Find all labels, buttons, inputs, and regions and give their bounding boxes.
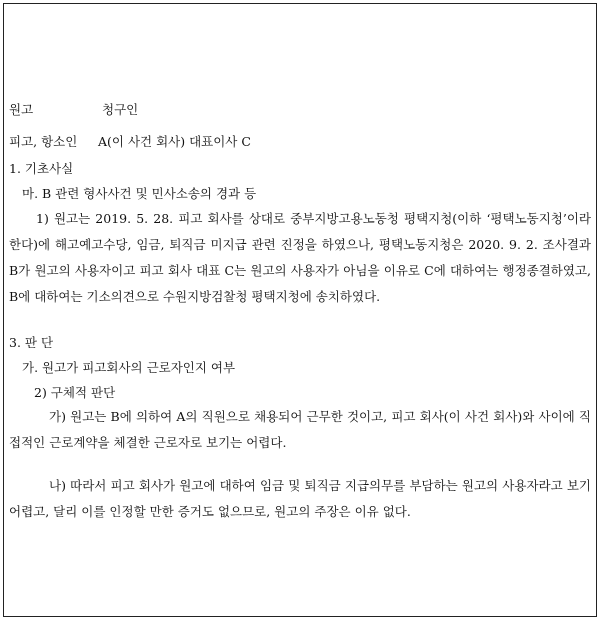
paragraph-ga: 가) 원고는 B에 의하여 A의 직원으로 채용되어 근무한 것이고, 피고 회사(이 사건 회사)와 사이에 직접적인 근로계약을 체결한 근로자로 보기는 어렵다. [9, 409, 591, 450]
section-3-subheading: 가. 원고가 피고회사의 근로자인지 여부 [22, 360, 236, 375]
section-3-heading: 3. 판 단 [9, 335, 54, 350]
plaintiff-label: 원고 [9, 102, 34, 117]
section-1-subheading: 마. B 관련 형사사건 및 민사소송의 경과 등 [22, 186, 257, 201]
defendant-value: A(이 사건 회사) 대표이사 C [98, 134, 251, 149]
defendant-label: 피고, 항소인 [9, 134, 78, 149]
plaintiff-role: 청구인 [102, 102, 139, 117]
section-1-paragraph: 1) 원고는 2019. 5. 28. 피고 회사를 상대로 중부지방고용노동청 평택지청(이하 ‘평택노동지청’이라 한다)에 해고예고수당, 임금, 퇴직금 미지급 관련 진정을 하였으나, 평택노동지청은 2020. 9. 2. 조사결과 B가 원고의 사용자이고 피고 회사 대표 C는 원고의 사용자가 아님을 이유로 C에 대하여는 행정종결하였고, B에 대하여는 기소의견으로 수원지방검찰청 평택지청에 송치하였다. [9, 211, 591, 304]
section-3-subsubheading: 2) 구체적 판단 [34, 385, 116, 400]
paragraph-na: 나) 따라서 피고 회사가 원고에 대하여 임금 및 퇴직금 지급의무를 부담하는 원고의 사용자라고 보기 어렵고, 달리 이를 인정할 만한 증거도 없으므로, 원고의 주장은 이유 없다. [9, 478, 591, 519]
document-page [3, 3, 597, 617]
section-1-heading: 1. 기초사실 [9, 161, 74, 176]
